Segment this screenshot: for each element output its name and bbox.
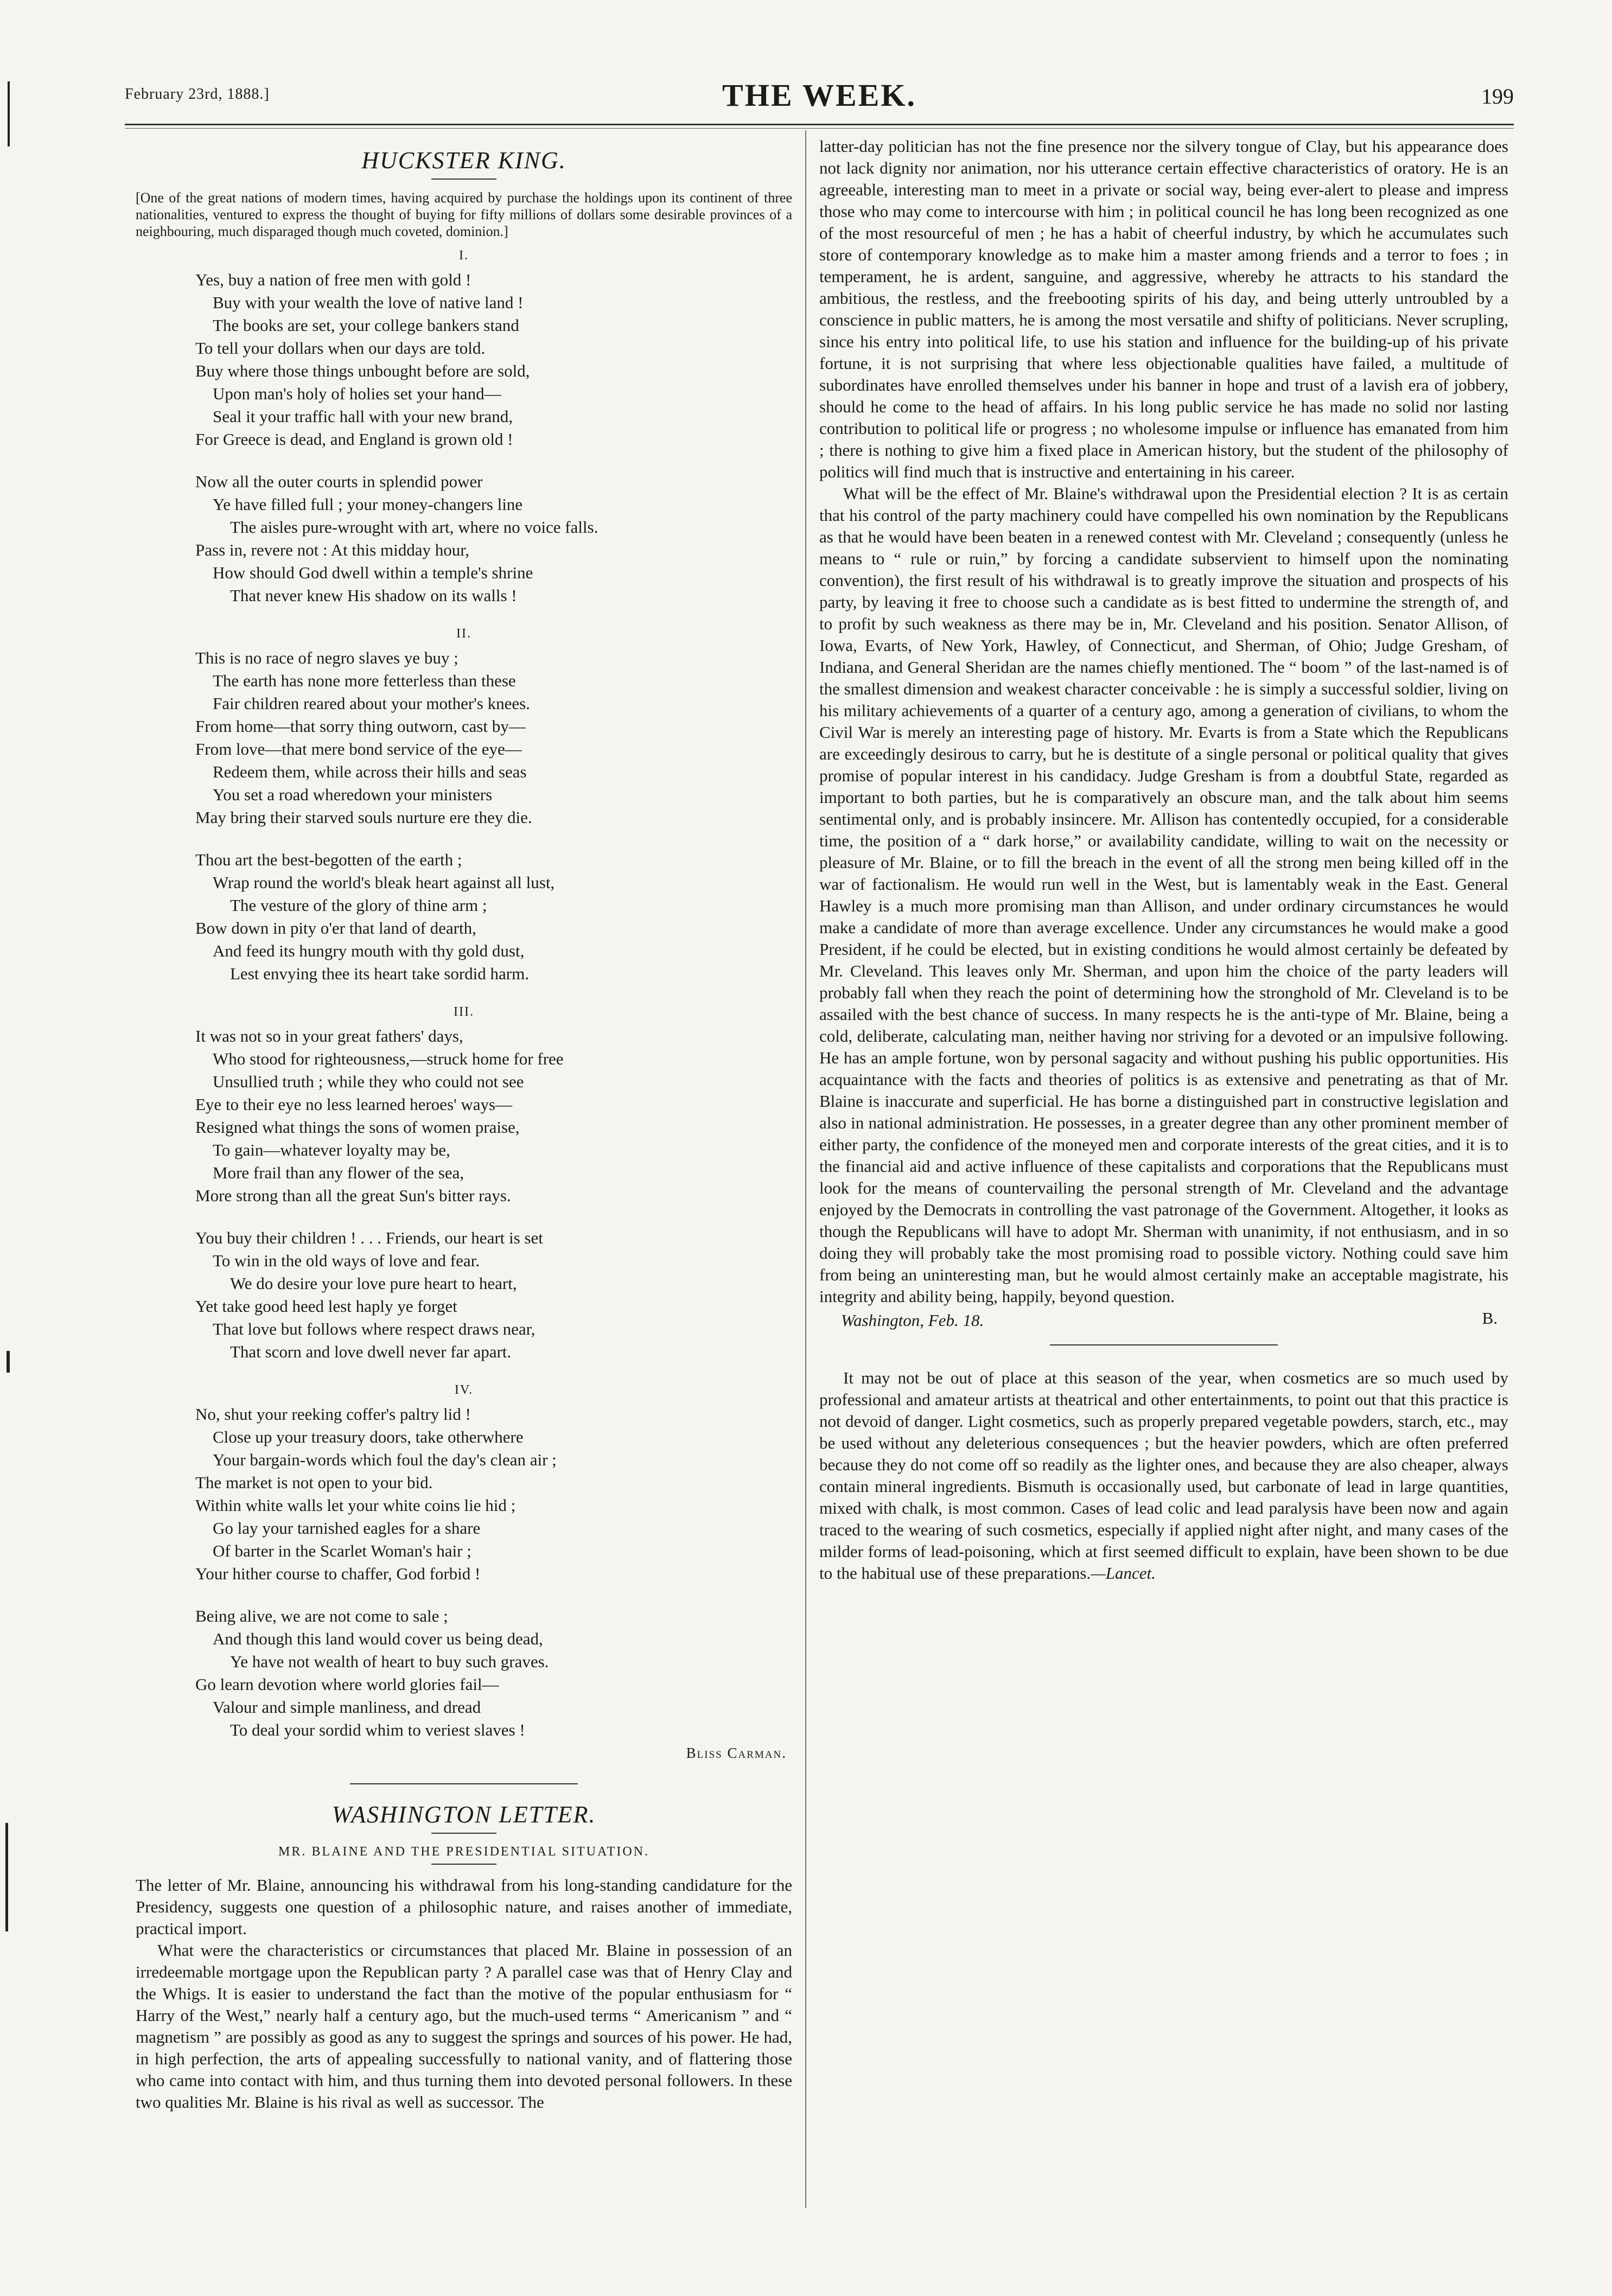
poem-line: Yes, buy a nation of free men with gold ! <box>195 270 472 289</box>
poem-line: Go lay your tarnished eagles for a share <box>213 1519 481 1538</box>
poem-author: Bliss Carman. <box>686 1745 787 1761</box>
poem-line: How should God dwell within a temple's shrine <box>213 563 533 582</box>
poem-line: From home—that sorry thing outworn, cast by— <box>195 717 526 736</box>
letter-body-left <box>136 1874 792 2113</box>
poem-stanza <box>136 849 792 985</box>
poem-line: Unsullied truth ; while they who could not see <box>213 1072 524 1091</box>
poem-line: Within white walls let your white coins lie hid ; <box>195 1496 516 1515</box>
poem-line: That never knew His shadow on its walls ! <box>230 586 517 605</box>
letter-initial: B. <box>1482 1309 1498 1328</box>
column-divider <box>805 130 806 2208</box>
poem-line: Seal it your traffic hall with your new brand, <box>213 407 513 426</box>
letter-title: WASHINGTON LETTER. <box>332 1801 596 1828</box>
poem-section-number: II. <box>456 627 472 641</box>
poem-line: The vesture of the glory of thine arm ; <box>230 896 487 915</box>
poem-line: Pass in, revere not : At this midday hour, <box>195 540 470 559</box>
poem-line: Fair children reared about your mother's knees. <box>213 694 530 713</box>
poem-line: That scorn and love dwell never far apart. <box>230 1342 512 1361</box>
poem-line: Go learn devotion where world glories fail— <box>195 1675 499 1694</box>
poem-line: Buy where those things unbought before are sold, <box>195 361 530 380</box>
poem-line: Thou art the best-begotten of the earth ; <box>195 850 462 869</box>
poem-line: Yet take good heed lest haply ye forget <box>195 1297 457 1316</box>
poem-line: Ye have not wealth of heart to buy such graves. <box>230 1652 549 1671</box>
edge-mark <box>8 81 10 146</box>
poem-stanza <box>136 269 792 451</box>
masthead-rule-thin <box>125 128 1514 129</box>
poem-line: The market is not open to your bid. <box>195 1473 433 1492</box>
poem-line: Valour and simple manliness, and dread <box>213 1698 481 1717</box>
poem-line: From love—that mere bond service of the eye— <box>195 739 522 758</box>
section-separator <box>1050 1344 1278 1345</box>
edge-mark <box>7 1351 10 1373</box>
poem-stanza <box>136 647 792 829</box>
masthead-rule <box>125 124 1514 125</box>
poem-line: Ye have filled full ; your money-changers line <box>213 495 523 514</box>
cosmetics-article <box>819 1367 1508 1584</box>
letter-body-right <box>819 136 1508 1308</box>
poem-line: Upon man's holy of holies set your hand— <box>213 384 501 403</box>
poem-line: Now all the outer courts in splendid power <box>195 472 483 491</box>
poem-line: More strong than all the great Sun's bitter rays. <box>195 1186 511 1205</box>
page-number: 199 <box>1481 84 1514 109</box>
poem-title: HUCKSTER KING. <box>361 147 566 174</box>
poem-stanza <box>136 1605 792 1742</box>
issue-date: February 23rd, 1888.] <box>125 86 270 103</box>
poem-line: The earth has none more fetterless than these <box>213 671 516 690</box>
poem-line: You buy their children ! . . . Friends, our heart is set <box>195 1228 543 1247</box>
poem-line: The books are set, your college bankers stand <box>213 316 519 335</box>
poem-line: To deal your sordid whim to veriest slaves ! <box>230 1720 525 1739</box>
cosmetics-paragraph <box>819 1367 1508 1584</box>
poem-line: Close up your treasury doors, take otherwhere <box>213 1427 524 1446</box>
poem-line: Redeem them, while across their hills and seas <box>213 762 527 781</box>
poem-line: That love but follows where respect draws near, <box>213 1319 536 1338</box>
publication-title: THE WEEK. <box>722 78 916 113</box>
poem-stanza <box>136 1025 792 1207</box>
poem-line: Of barter in the Scarlet Woman's hair ; <box>213 1541 472 1560</box>
poem-line: Resigned what things the sons of women praise, <box>195 1118 520 1137</box>
poem-line: It was not so in your great fathers' days, <box>195 1026 463 1045</box>
poem-line: Being alive, we are not come to sale ; <box>195 1606 448 1625</box>
poem-line: May bring their starved souls nurture ere they die. <box>195 808 532 827</box>
poem-intro-note: [One of the great nations of modern times, having acquired by purchase the holdings upon its continent of three nationalities, ventured to express the thought of buying for fifty millions of dollars some desirable provinces of a neighbouring, much disparaged though much coveted, dominion.] <box>136 190 792 239</box>
poem-line: To win in the old ways of love and fear. <box>213 1251 480 1270</box>
section-separator <box>350 1783 578 1784</box>
poem-line: You set a road wheredown your ministers <box>213 785 493 804</box>
letter-title-rule <box>431 1833 496 1834</box>
poem-line: Your bargain-words which foul the day's clean air ; <box>213 1450 557 1469</box>
poem-line: We do desire your love pure heart to heart, <box>230 1274 517 1293</box>
poem-line: To tell your dollars when our days are told. <box>195 339 486 358</box>
poem-line: Eye to their eye no less learned heroes' ways— <box>195 1095 513 1114</box>
poem-section-number: I. <box>459 248 469 263</box>
poem-section-number: IV. <box>454 1383 474 1397</box>
masthead <box>125 78 1514 114</box>
poem-line: Wrap round the world's bleak heart against all lust, <box>213 873 555 892</box>
poem-line: To gain—whatever loyalty may be, <box>213 1140 450 1159</box>
poem-section-number: III. <box>454 1005 474 1019</box>
letter-paragraph: latter-day politician has not the fine presence nor the silvery tongue of Clay, but his appearance does not lack dignity nor animation, nor his utterance certain effective characteristics of oratory. He is an agreeable, interesting man to meet in a private or social way, being ever-alert to please and impress those who may come to intercourse with him ; in political council he has long been recognized as one of the most resourceful of men ; he has a habit of cheerful industry, by which he accumulates such store of contemporary knowledge as to make him a master among friends and a terror to foes ; in temperament, he is ardent, sanguine, and aggressive, whereby he attracts to his standard the ambitious, the restless, and the freebooting spirits of his day, and being utterly untroubled by a conscience in public matters, he is among the most versatile and shifty of politicians. Never scrupling, since his entry into political life, to use his station and influence for the building-up of his private fortune, it is not surprising that where less objectionable qualities have failed, a multitude of subordinates have enrolled themselves under his banner in hope and trust of a lavish era of jobbery, should he come to the head of affairs. In his long public service he has made no solid nor lasting contribution to political life or progress ; no wholesome impulse or influence has emanated from him ; there is nothing to give him a fixed place in American history, but the student of the philosophy of politics will find much that is instructive and entertaining in his career. <box>819 137 1508 481</box>
letter-paragraph: What will be the effect of Mr. Blaine's withdrawal upon the Presidential election ? It is as certain that his control of the party machinery could have compelled his own nomination by the Republicans as that he would have been beaten in a renewed contest with Mr. Cleveland ; consequently (unless he means to “ rule or ruin,” by forcing a candidate subservient to himself upon the nominating convention), the first result of his withdrawal is to greatly improve the situation and prospects of his party, by leaving it free to choose such a candidate as is best fitted to undermine the strength of, and to profit by such weakness as there may be in, Mr. Cleveland and his position. Senator Allison, of Iowa, Evarts, of New York, Hawley, of Connecticut, and Sherman, of Ohio; Judge Gresham, of Indiana, and General Sheridan are the names chiefly mentioned. The “ boom ” of the last-named is of the smallest dimension and weakest character conceivable : he is simply a successful soldier, living on his military achievements of a quarter of a century ago, among a generation of civilians, to whom the Civil War is merely an interesting page of history. Mr. Evarts is from a State which the Republicans are exceedingly desirous to carry, but he is destitute of a single personal or political quality that gives promise of popular interest in his candidacy. Judge Gresham is from a doubtful State, regarded as important to both parties, but he is comparatively an obscure man, and the talk about him seems sentimental only, and is probably insincere. Mr. Allison has contentedly occupied, for a considerable time, the position of a “ dark horse,” or availability candidate, willing to wait on the necessity or pleasure of Mr. Blaine, or to fill the breach in the event of all the strong men being killed off in the war of factionalism. He would run well in the West, but is lamentably weak in the East. General Hawley is a much more promising man than Allison, and under ordinary circumstances he would make a candidate of more than average excellence. Under any circumstances he would make a good President, if he could be elected, but in existing conditions he would almost certainly be defeated by Mr. Cleveland. This leaves only Mr. Sherman, and upon him the choice of the party leaders will probably fall when they reach the point of determining how the stronghold of Mr. Cleveland is to be assailed with the best chance of success. In many respects he is the anti-type of Mr. Blaine, being a cold, deliberate, calculating man, neither having nor striving for a devoted or an impulsive following. He has an ample fortune, won by personal sagacity and without pushing his public opportunities. His acquaintance with the facts and theories of politics is as extensive and penetrating as that of Mr. Blaine is inaccurate and superficial. He has borne a distinguished part in constructive legislation and also in national administration. He possesses, in a greater degree than any other prominent member of either party, the confidence of the moneyed men and corporate interests of the great cities, and it is to the financial aid and active influence of these capitalists and corporations that the Republicans must look for the means of countervailing the personal strength of Mr. Cleveland and the advantage enjoyed by the Democrats in controlling the vast patronage of the Government. Altogether, it looks as though the Republicans will have to adopt Mr. Sherman with unanimity, if not enthusiasm, and in so doing they will probably take the most promising road to possible victory. Nothing could save him from being an uninteresting man, but he would almost certainly make an acceptable magistrate, his integrity and ability being, happily, beyond question. <box>819 484 1508 1306</box>
letter-paragraph: What were the characteristics or circumstances that placed Mr. Blaine in possession of an irredeemable mortgage upon the Republican party ? A parallel case was that of Henry Clay and the Whigs. It is easier to understand the fact than the motive of the popular enthusiasm for “ Harry of the West,” nearly half a century ago, but the much-used terms “ Americanism ” and “ magnetism ” are possibly as good as any to suggest the springs and sources of his power. He had, in high perfection, the arts of appealing successfully to national vanity, and of flattering those who came into contact with him, and thus turning them into devoted personal followers. In these two qualities Mr. Blaine is his rival as well as successor. The <box>136 1941 792 2112</box>
poem-line: The aisles pure-wrought with art, where no voice falls. <box>230 518 598 537</box>
letter-paragraph: The letter of Mr. Blaine, announcing his withdrawal from his long-standing candidature for the Presidency, suggests one question of a philosophic nature, and raises another of immediate, practical import. <box>136 1876 792 1938</box>
poem-line: And though this land would cover us being dead, <box>213 1629 543 1648</box>
letter-signoff: Washington, Feb. 18. <box>841 1311 984 1330</box>
poem-line: For Greece is dead, and England is grown old ! <box>195 430 513 449</box>
poem-line: No, shut your reeking coffer's paltry lid ! <box>195 1405 471 1424</box>
edge-mark <box>5 1823 8 1931</box>
poem-stanza <box>136 1227 792 1363</box>
cosmetics-text: It may not be out of place at this season of the year, when cosmetics are so much used by professional and amateur artists at theatrical and other entertainments, to point out that this practice is not devoid of danger. Light cosmetics, such as properly prepared vegetable powders, starch, etc., may be used without any deleterious consequences ; but the heavier powders, which are often preferred because they do not come off so readily as the lighter ones, and because they are also cheaper, always contain mineral ingredients. Bismuth is occasionally used, but carbonate of lead in large quantities, mixed with chalk, is most common. Cases of lead colic and lead paralysis have been now and again traced to the wearing of such cosmetics, especially if applied night after night, and many cases of the milder forms of lead-poisoning, which at first seemed difficult to explain, have been shown to be due to the habitual use of these preparations. <box>819 1368 1508 1583</box>
letter-subtitle: MR. BLAINE AND THE PRESIDENTIAL SITUATION. <box>278 1845 649 1859</box>
poem-stanza <box>136 1403 792 1585</box>
right-column <box>819 136 1508 1584</box>
left-column <box>136 136 792 2113</box>
poem-line: Who stood for righteousness,—struck home for free <box>213 1049 564 1068</box>
poem-line: Lest envying thee its heart take sordid harm. <box>230 964 529 983</box>
cosmetics-source: —Lancet. <box>1091 1564 1156 1583</box>
poem-body <box>136 248 792 1742</box>
poem-line: Buy with your wealth the love of native land ! <box>213 293 524 312</box>
poem-line: Bow down in pity o'er that land of dearth, <box>195 919 476 937</box>
poem-line: Your hither course to chaffer, God forbid ! <box>195 1564 481 1583</box>
poem-line: And feed its hungry mouth with thy gold dust, <box>213 941 525 960</box>
poem-line: This is no race of negro slaves ye buy ; <box>195 648 458 667</box>
poem-stanza <box>136 470 792 607</box>
subtitle-rule <box>431 1864 496 1865</box>
poem-line: More frail than any flower of the sea, <box>213 1163 464 1182</box>
title-rule <box>431 178 496 180</box>
